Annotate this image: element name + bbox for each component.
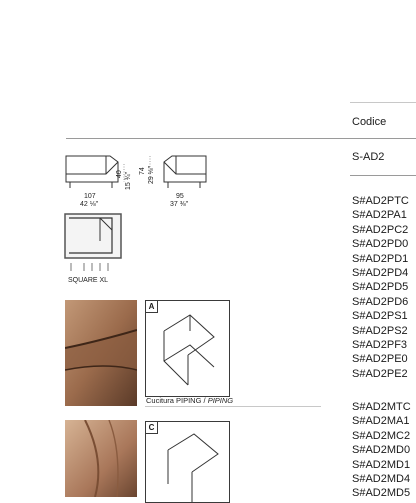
- piping-caption-en: PIPING: [207, 396, 234, 405]
- piping-caption: [146, 396, 233, 405]
- height-in: 29 ⅛": [148, 165, 155, 184]
- code-item: S#AD2PD1: [352, 252, 409, 265]
- piping-letter: A: [146, 301, 158, 313]
- code-item: S#AD2PD6: [352, 295, 409, 308]
- stitch-c-leather-photo: [65, 420, 137, 497]
- codes-list-piping: [352, 194, 409, 381]
- right-width-in: 37 ⅜": [170, 201, 189, 208]
- piping-leather-photo: [65, 300, 137, 406]
- model-rule: [350, 175, 416, 176]
- seat-height-in-label: [125, 172, 133, 190]
- code-item: S#AD2MD4: [352, 473, 411, 486]
- left-width-cm: 107: [84, 193, 96, 200]
- code-item: S#AD2MA1: [352, 415, 410, 428]
- codes-list-stitch-c: [352, 400, 411, 501]
- piping-rule: [145, 406, 321, 407]
- top-rule: [350, 102, 416, 103]
- code-item: S#AD2PS2: [352, 324, 408, 337]
- right-corner-module-icon: [164, 156, 206, 188]
- height-cm: 74: [139, 167, 146, 175]
- header-rule: [66, 138, 416, 139]
- square-xl-armrest-icon: [64, 213, 122, 275]
- left-corner-module-icon: [66, 156, 118, 188]
- piping-stitch-panel: [145, 300, 230, 397]
- piping-stitch-icon: [146, 301, 229, 396]
- code-item: S#AD2PF3: [352, 339, 408, 352]
- left-width-in: 42 ⅛": [80, 201, 99, 208]
- height-label: [139, 167, 147, 175]
- code-item: S#AD2PC2: [352, 223, 409, 236]
- code-item: S#AD2PD5: [352, 281, 409, 294]
- seat-height-cm: 40: [116, 170, 123, 178]
- code-item: S#AD2PD0: [352, 238, 409, 251]
- armrest-label: SQUARE XL: [68, 277, 109, 284]
- stitch-c-panel: [145, 421, 230, 503]
- column-header-codice: Codice: [352, 116, 387, 128]
- code-item: S#AD2MD1: [352, 458, 411, 471]
- code-item: S#AD2MD0: [352, 444, 411, 457]
- stitch-c-icon: [146, 422, 229, 502]
- code-item: S#AD2PS1: [352, 310, 408, 323]
- code-item: S#AD2PE0: [352, 353, 408, 366]
- model-code: S-AD2: [352, 151, 385, 163]
- piping-caption-it: Cucitura PIPING /: [146, 396, 208, 405]
- code-item: S#AD2PTC: [352, 195, 409, 207]
- height-in-label: [148, 166, 156, 184]
- seat-height-label: [116, 170, 124, 178]
- code-item: S#AD2MC2: [352, 429, 411, 442]
- code-item: S#AD2MTC: [352, 401, 411, 413]
- code-item: S#AD2PA1: [352, 209, 407, 222]
- code-item: S#AD2MD5: [352, 487, 411, 500]
- code-item: S#AD2PD4: [352, 267, 409, 280]
- stitch-c-letter: C: [146, 422, 158, 434]
- right-width-cm: 95: [176, 193, 184, 200]
- code-item: S#AD2PE2: [352, 367, 408, 380]
- seat-height-in: 15 ¾": [125, 171, 132, 190]
